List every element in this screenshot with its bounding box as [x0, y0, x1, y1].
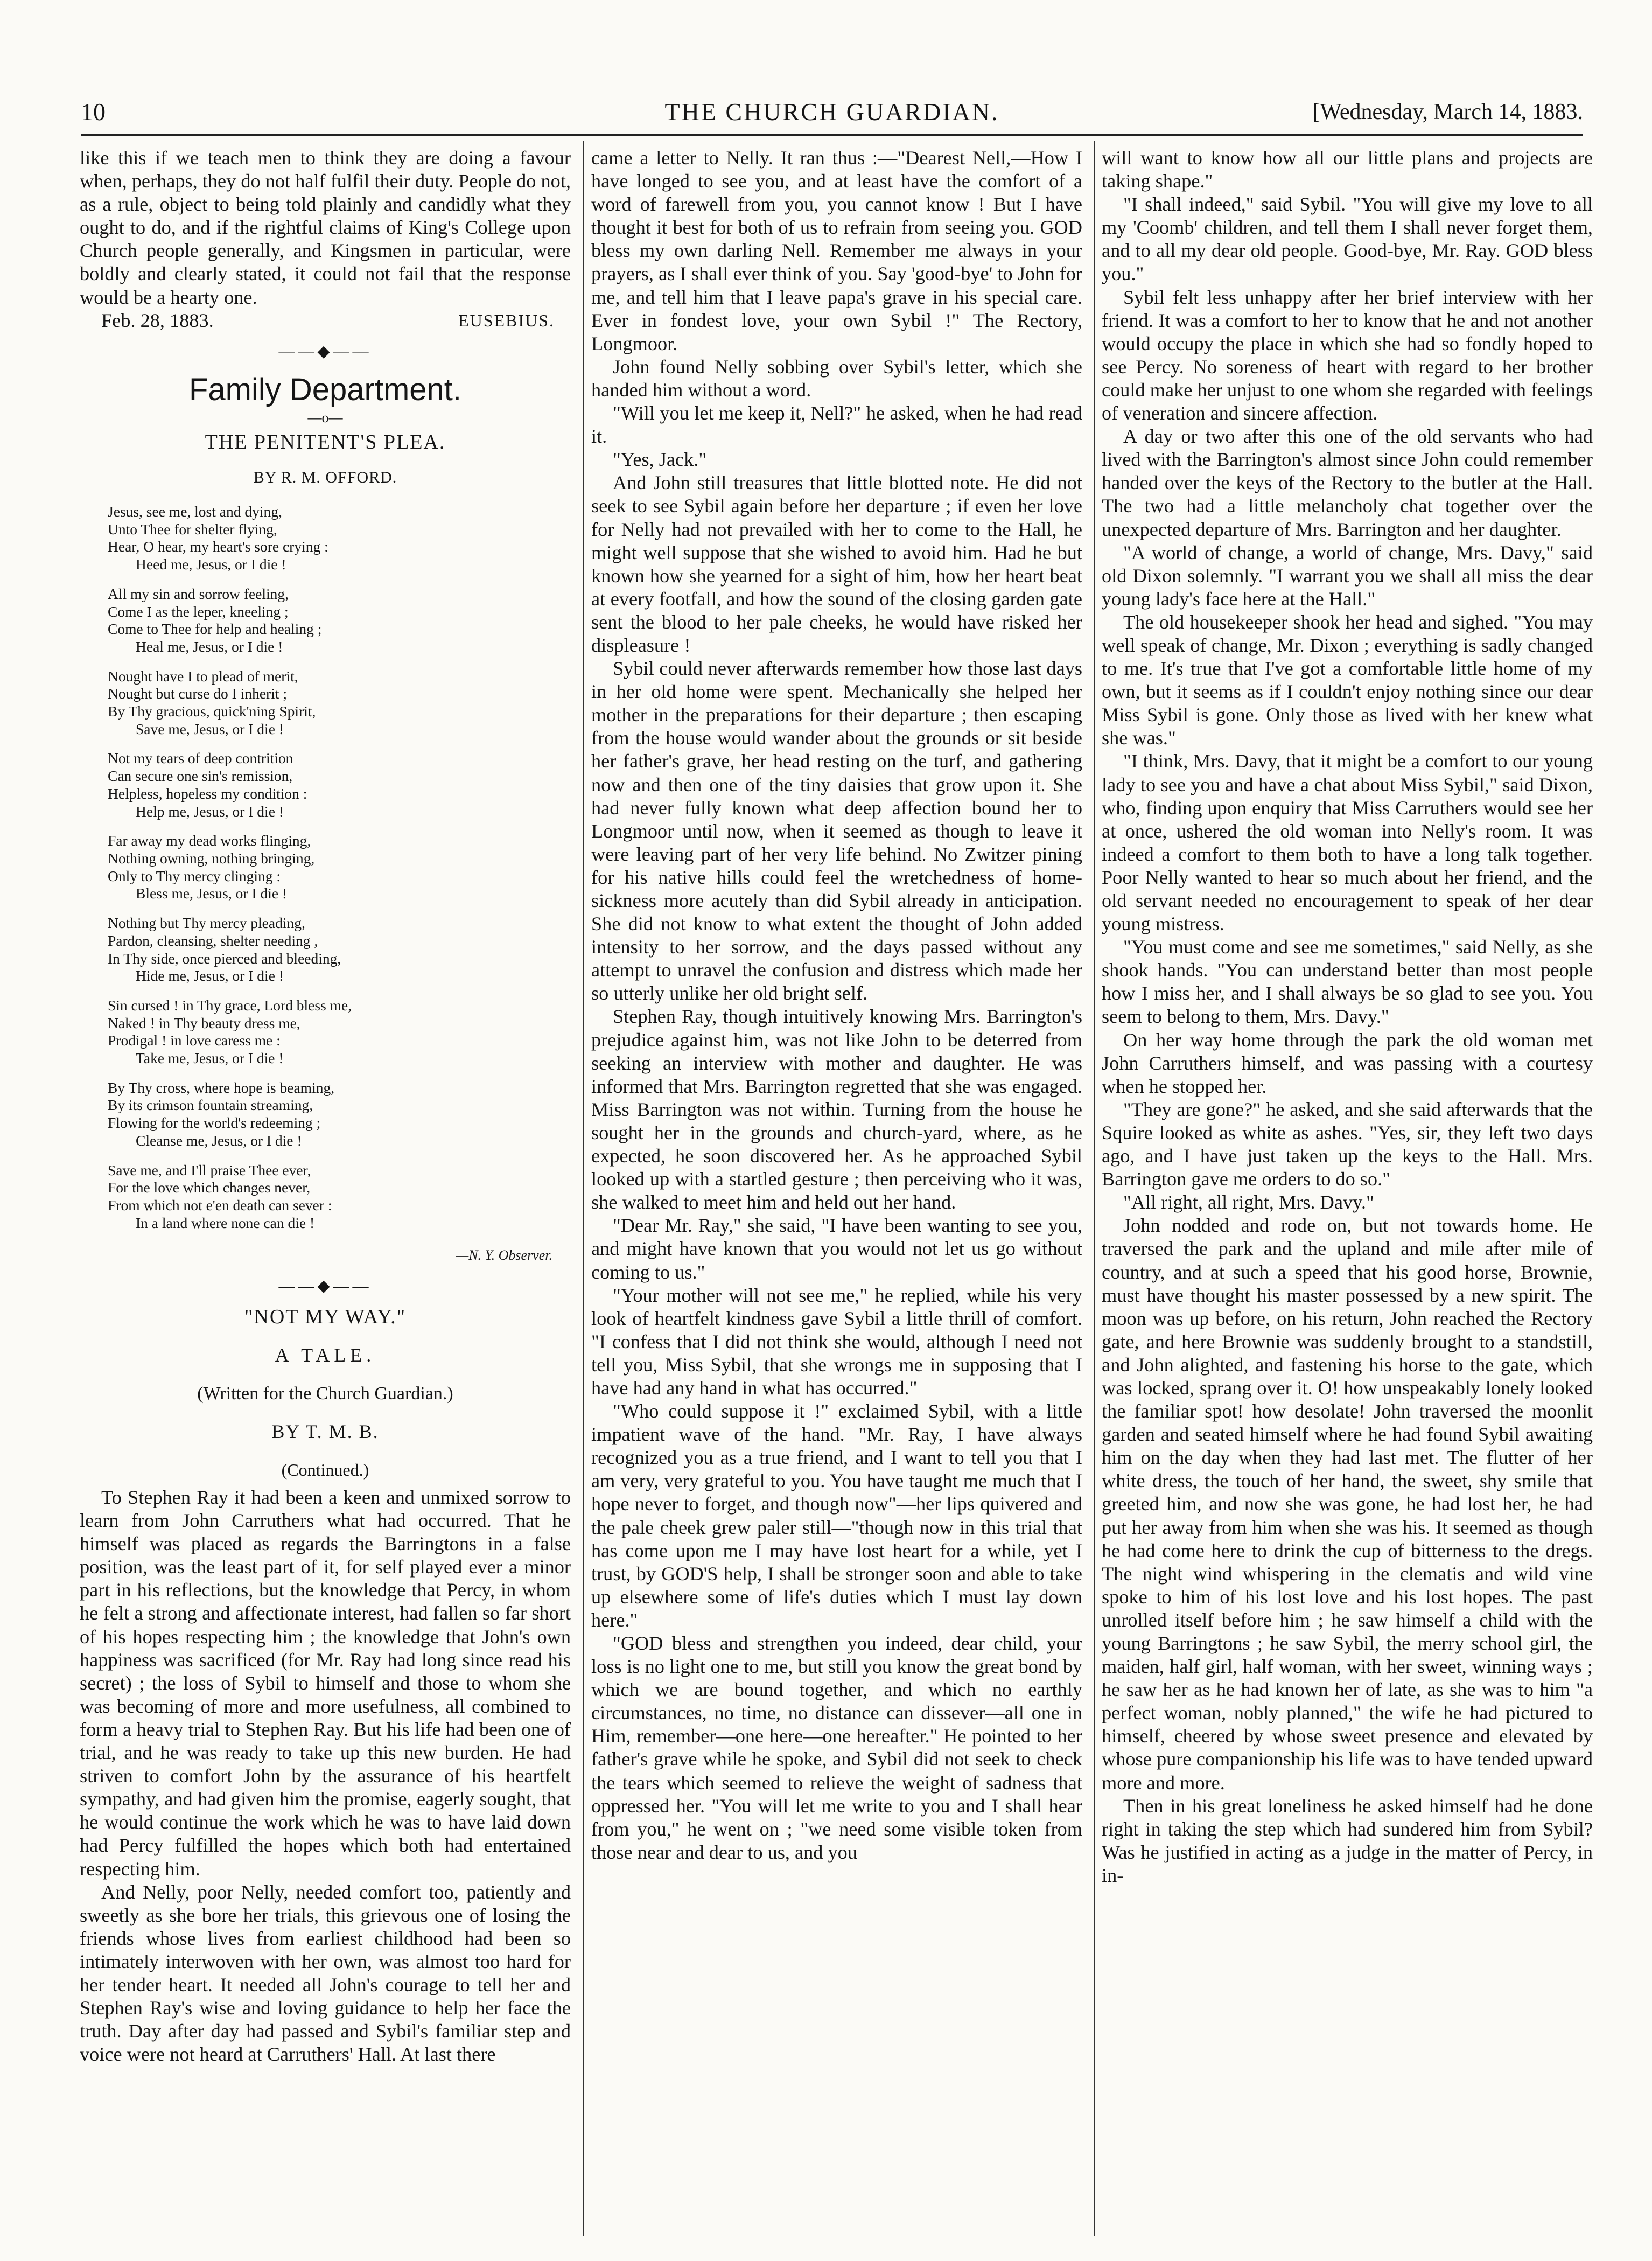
section-ornament: ——◆—— [278, 342, 372, 360]
column-rule-1 [583, 141, 584, 2236]
written-for-note: (Written for the Church Guardian.) [197, 1383, 453, 1404]
section-ornament: ——◆—— [278, 1277, 372, 1295]
paragraph: "Your mother will not see me," he replied, while his very look of heartfelt kindness gave Sybil a little thrill of comfort. "I confess that I did not think she would, although I need not tell you, Miss Sybil, that she wrongs me in supposing that I have had any hand in what has occurred." [591, 1284, 1082, 1399]
paragraph: A day or two after this one of the old servants who had lived with the Barrington's almost since John could remember handed over the keys of the Rectory to the butler at the Hall. The two had a little melancholy chat together over the unexpected departure of Mrs. Barrington and her daughter. [1102, 425, 1593, 540]
poem-line: By Thy cross, where hope is beaming, [108, 1079, 335, 1096]
paragraph: Stephen Ray, though intuitively knowing Mrs. Barrington's prejudice against him, was not like John to be deterred from seeking an interview with mother and daughter. He was informed that Mrs. Barrington regretted that she was engaged. Miss Barrington was not within. Turning from the house he sought her in the grounds and church-yard, where, as he expected, he soon discovered her. As he approached Sybil looked up with a startled gesture ; then perceiving who it was, she walked to meet him and held out her hand. [591, 1006, 1082, 1213]
poem-line: Come I as the leper, kneeling ; [108, 603, 289, 620]
story-text [80, 1486, 571, 2066]
poem-credit: —N. Y. Observer. [456, 1247, 552, 1264]
poem-body [108, 503, 571, 1232]
paragraph: And Nelly, poor Nelly, needed comfort too, patiently and sweetly as she bore her trials, this grievous one of losing the friends whose lives from earliest childhood had been so intimately interwoven with her own, was almost too hard for her tender heart. It needed all John's courage to tell her and Stephen Ray's wise and loving guidance to help her face the truth. Day after day had passed and Sybil's familiar step and voice were not heard at Carruthers' Hall. At last there [80, 1881, 571, 2065]
poem-stanza [108, 1079, 571, 1150]
page-number: 10 [81, 98, 106, 125]
column-rule-2 [1094, 141, 1095, 2236]
poem-line: Take me, Jesus, or I die ! [136, 1050, 284, 1067]
paragraph: came a letter to Nelly. It ran thus :—"Dearest Nell,—How I have longed to see you, and at least have the comfort of a word of farewell from you, you cannot know ! But I have thought it best for both of us to refrain from seeing you. GOD bless my own darling Nell. Remember me always in your prayers, as I shall ever think of you. Say 'good-bye' to John for me, and tell him that I leave papa's grave in his special care. Ever in fondest love, your own Sybil !" The Rectory, Longmoor. [591, 147, 1082, 354]
poem-line: Naked ! in Thy beauty dress me, [108, 1014, 300, 1031]
paragraph: "Who could suppose it !" exclaimed Sybil, with a little impatient wave of the hand. "Mr. Ray, I have always recognized you as a true friend, and I want to tell you that I am very, very grateful to you. You have taught me much that I hope never to forget, and though now"—her lips quivered and the pale cheek grew paler still—"though now in this trial that has come upon me I may have lost heart for a while, yet I trust, by GOD'S help, I shall be stronger soon and able to take up elsewhere some of life's duties which I must lay down here." [591, 1400, 1082, 1631]
paragraph: To Stephen Ray it had been a keen and unmixed sorrow to learn from John Carruthers what had occurred. That he himself was placed as regards the Barringtons in a false position, was the least part of it, for self played ever a minor part in his reflections, but the knowledge that Percy, in whom he felt a strong and affectionate interest, had fallen so far short of his hopes respecting him ; the knowledge that John's own happiness was sacrificed (for Mr. Ray had long since read his secret) ; the loss of Sybil to himself and those to whom she was becoming of more and more usefulness, all combined to form a heavy trial to Stephen Ray. But his life had been one of trial, and he was ready to take up this new burden. He had striven to comfort John by the assurance of his heartfelt sympathy, and had given him the promise, eagerly sought, that he would continue the work which he was to have laid down had Percy fulfilled the hopes which both had entertained respecting him. [80, 1487, 571, 1880]
masthead-title: THE CHURCH GUARDIAN. [664, 98, 999, 125]
poem-line: Prodigal ! in love caress me : [108, 1032, 281, 1049]
poem-line: By its crimson fountain streaming, [108, 1097, 313, 1114]
paragraph: John found Nelly sobbing over Sybil's letter, which she handed him without a word. [591, 355, 1082, 401]
poem-line: Unto Thee for shelter flying, [108, 520, 277, 538]
poem-line: Sin cursed ! in Thy grace, Lord bless me, [108, 996, 352, 1014]
paragraph: like this if we teach men to think they are doing a favour when, perhaps, they do not half fulfil their duty. People do not, as a rule, object to being told plainly and candidly what they ought to do, and if the rightful claims of King's College upon Church people generally, and Kingsmen in particular, were boldly and clearly stated, it could not fail that the response would be a hearty one. [80, 147, 571, 308]
poem-line: Only to Thy mercy clinging : [108, 867, 281, 884]
column-1 [80, 146, 571, 2236]
poem-line: Flowing for the world's redeeming ; [108, 1114, 321, 1132]
poem-line: Jesus, see me, lost and dying, [108, 503, 282, 520]
poem-stanza [108, 585, 571, 656]
letter-signature-line [80, 309, 571, 332]
paragraph: "You must come and see me sometimes," said Nelly, as she shook hands. "You can understand better than most people how I miss her, and I shall always be so glad to see you. You seem to belong to them, Mrs. Davy." [1102, 936, 1593, 1028]
poem-line: All my sin and sorrow feeling, [108, 585, 289, 602]
poem-line: Save me, and I'll praise Thee ever, [108, 1161, 311, 1178]
poem-line: Not my tears of deep contrition [108, 750, 293, 767]
paragraph: Sybil felt less unhappy after her brief interview with her friend. It was a comfort to her to know that he and not another would occupy the place in which she had so fondly hoped to see Percy. No soreness of heart with regard to her brother could make her unjust to one whom she regarded with feelings of veneration and sincere affection. [1102, 286, 1593, 424]
poem-stanza [108, 668, 571, 738]
paragraph: Then in his great loneliness he asked himself had he done right in taking the step which had sundered him from Sybil? Was he justified in acting as a judge in the matter of Percy, in in- [1102, 1795, 1593, 1886]
paragraph: "They are gone?" he asked, and she said afterwards that the Squire looked as white as ashes. "Yes, sir, they left two days ago, and I have just taken up the keys to the Hall. Mrs. Barrington gave me orders to do so." [1102, 1098, 1593, 1190]
paragraph: "I shall indeed," said Sybil. "You will give my love to all my 'Coomb' children, and tell them I shall never forget them, and to all my dear old people. Good-bye, Mr. Ray. GOD bless you." [1102, 193, 1593, 285]
poem-byline: BY R. M. OFFORD. [253, 468, 397, 486]
poem-line: For the love which changes never, [108, 1179, 311, 1196]
paragraph: The old housekeeper shook her head and sighed. "You may well speak of change, Mr. Dixon ; everything is sadly changed to me. It's true that I've got a comfortable little home of my own, but it seems as if I couldn't enjoy nothing since our dear Miss Sybil is gone. Only those as lived with her knew what she was." [1102, 611, 1593, 749]
paragraph: John nodded and rode on, but not towards home. He traversed the park and the upland and mile after mile of country, and at such a speed that his good horse, Brownie, must have thought his master possessed by a new spirit. The moon was up before, on his return, John reached the Rectory gate, and here Brownie was suddenly brought to a standstill, and John alighted, and fastening his horse to the gate, which was locked, sprang over it. O! how unspeakably lonely looked the familiar spot! how desolate! John traversed the moonlit garden and seated himself where he had found Sybil awaiting him on the day when they had last met. The flutter of her white dress, the touch of her hand, the sweet, shy smile that greeted him, and now she was gone, he had lost her, he had put her away from him when she was his. It seemed as though he had come here to drink the cup of bitterness to the dregs. The night wind whispering in the clematis and wild vine spoke to him of his lost love and his lost hopes. The past unrolled itself before him ; he saw himself a child with the young Barringtons ; he saw Sybil, the merry school girl, the maiden, half girl, half woman, with her sweet, winning ways ; he saw her as he had known her of late, as she was to him "a perfect woman, nobly planned," the wife he had pictured to himself, cheered by whose sweet presence and elevated by whose pure companionship his life was to have tended upward more and more. [1102, 1215, 1593, 1794]
poem-line: Nought but curse do I inherit ; [108, 685, 287, 702]
column-2 [591, 146, 1082, 2236]
paragraph: "Dear Mr. Ray," she said, "I have been wanting to see you, and might have known that you would not let us go without coming to us." [591, 1215, 1082, 1283]
poem-line: In a land where none can die ! [136, 1214, 315, 1231]
poem-line: Far away my dead works flinging, [108, 832, 311, 849]
department-heading: Family Department. [188, 372, 462, 407]
letter-ending [80, 146, 571, 309]
paragraph: "I think, Mrs. Davy, that it might be a comfort to our young lady to see you and have a chat about Miss Sybil," said Dixon, who, finding upon enquiry that Miss Carruthers would see her at once, ushered the old woman into Nelly's room. It was indeed a comfort to them both to have a long talk together. Poor Nelly wanted to hear so much about her friend, and the old servant needed no encouragement to speak of her dear young mistress. [1102, 750, 1593, 935]
poem-line: Hear, O hear, my heart's sore crying : [108, 538, 328, 555]
page-header [81, 96, 1583, 128]
paragraph: Sybil could never afterwards remember how those last days in her old home were spent. Mechanically she helped her mother in the preparations for their departure ; then escaping from the house would wander about the grounds or sit beside her father's grave, her head resting on the turf, and gathering now and then one of the tiny daisies that grow upon it. She had never fully known what deep affection bound her to Longmoor until now, when it seemed as though to leave it were leaving part of her very life behind. No Zwitzer pining for his native hills could feel the wretchedness of home-sickness more acutely than did Sybil already in anticipation. She did not know to what extent the thought of John added intensity to her sorrow, and the days passed without any attempt to unravel the confusion and distress which made her so utterly unlike her old bright self. [591, 658, 1082, 1004]
letter-signature: EUSEBIUS. [458, 310, 555, 330]
poem-line: Bless me, Jesus, or I die ! [136, 885, 288, 902]
poem-line: Helpless, hopeless my condition : [108, 785, 307, 802]
paragraph: will want to know how all our little plans and projects are taking shape." [1102, 147, 1593, 192]
story-title: "NOT MY WAY." [244, 1305, 407, 1328]
tale-tag: A TALE. [275, 1344, 376, 1366]
paragraph: And John still treasures that little blotted note. He did not seek to see Sybil again before her departure ; if even her love for Nelly had not prevailed with her to come to the Hall, he might well suppose that she wished to avoid him. Had he but known how she yearned for a sight of him, how her heart beat at every footfall, and how the sound of the closing garden gate sent the blood to her pale cheeks, he would have risked her displeasure ! [591, 472, 1082, 656]
poem-stanza [108, 997, 571, 1067]
paragraph: On her way home through the park the old woman met John Carruthers himself, and was passing with a courtesy when he stopped her. [1102, 1029, 1593, 1097]
poem-stanza [108, 1162, 571, 1232]
continued-note: (Continued.) [281, 1460, 369, 1480]
poem-line: From which not e'en death can sever : [108, 1196, 332, 1213]
poem-line: Heal me, Jesus, or I die ! [136, 638, 283, 655]
issue-date: [Wednesday, March 14, 1883. [1312, 100, 1583, 124]
poem-line: Cleanse me, Jesus, or I die ! [136, 1132, 302, 1149]
poem-stanza [108, 503, 571, 574]
poem-line: Nothing but Thy mercy pleading, [108, 915, 305, 932]
poem-line: Heed me, Jesus, or I die ! [136, 556, 286, 573]
poem-line: Help me, Jesus, or I die ! [136, 802, 284, 820]
poem-line: Come to Thee for help and healing ; [108, 620, 322, 638]
poem-line: By Thy gracious, quick'ning Spirit, [108, 703, 316, 720]
story-byline: BY T. M. B. [271, 1420, 379, 1442]
poem-title: THE PENITENT'S PLEA. [205, 430, 446, 453]
poem-stanza [108, 915, 571, 985]
poem-line: Nothing owning, nothing bringing, [108, 849, 315, 867]
small-ornament: —o— [307, 409, 343, 425]
poem-line: Nought have I to plead of merit, [108, 667, 298, 685]
letter-date: Feb. 28, 1883. [101, 309, 214, 331]
column-3 [1102, 146, 1593, 2236]
poem-stanza [108, 832, 571, 903]
poem-stanza [108, 750, 571, 820]
poem-line: Save me, Jesus, or I die ! [136, 720, 284, 737]
poem-line: Can secure one sin's remission, [108, 767, 293, 785]
poem-line: Hide me, Jesus, or I die ! [136, 967, 284, 985]
paragraph: "Will you let me keep it, Nell?" he asked, when he had read it. [591, 402, 1082, 448]
header-rule [81, 134, 1583, 136]
paragraph: "Yes, Jack." [613, 449, 707, 471]
paragraph: "A world of change, a world of change, Mrs. Davy," said old Dixon solemnly. "I warrant you we shall all miss the dear young lady's face here at the Hall." [1102, 541, 1593, 610]
poem-line: Pardon, cleansing, shelter needing , [108, 932, 318, 949]
paragraph: "All right, all right, Mrs. Davy." [1123, 1191, 1374, 1213]
poem-line: In Thy side, once pierced and bleeding, [108, 950, 341, 967]
paragraph: "GOD bless and strengthen you indeed, dear child, your loss is no light one to me, but still you know the great bond by which we are bound together, and which no earthly circumstances, no time, no distance can dissever—all one in Him, remember—one here—one hereafter." He pointed to her father's grave while he spoke, and Sybil did not seek to check the tears which seemed to relieve the weight of sadness that oppressed her. "You will let me write to you and I shall hear from you," he went on ; "we need some visible token from those near and dear to us, and you [591, 1632, 1082, 1863]
